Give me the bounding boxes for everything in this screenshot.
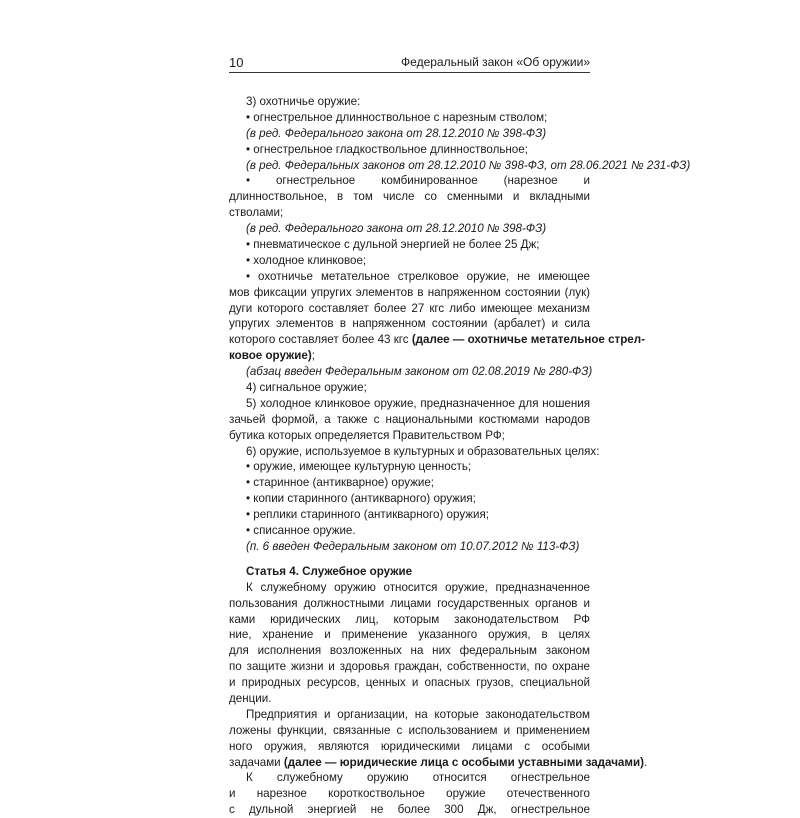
list-heading: 3) охотничье оружие: (246, 95, 361, 108)
page-header (229, 52, 590, 74)
paragraph-line (229, 348, 590, 364)
paragraph-line: и нарезное короткоствольное оружие отечественного (229, 787, 590, 801)
amendment-note: (в ред. Федерального закона от 28.12.2010 № 398-ФЗ) (246, 126, 547, 140)
list-item: • огнестрельное комбинированное (нарезное и (246, 174, 590, 188)
defined-term: (далее — юридические лица с особыми уставными задачами) (283, 755, 644, 769)
defined-term: ковое оружие) (229, 349, 312, 363)
list-heading: 6) оружие, используемое в культурных и образовательных целях: (246, 444, 600, 458)
paragraph-line: с дульной энергией не более 300 Дж, огнестрельное (229, 803, 590, 817)
section-gap (229, 555, 590, 564)
paragraph-line: К служебному оружию относится оружие, предназначенное (246, 580, 590, 594)
paragraph-line: стволами; (229, 206, 284, 220)
list-item: • старинное (антикварное) оружие; (246, 476, 435, 490)
amendment-note: (в ред. Федерального закона от 28.12.2010 № 398-ФЗ) (246, 222, 547, 236)
page-body (229, 94, 691, 818)
list-item: • охотничье метательное стрелковое оружие, не имеющее (246, 269, 590, 283)
article-heading: Статья 4. Служебное оружие (246, 564, 413, 578)
paragraph-line: бутика которых определяется Правительством РФ; (229, 428, 505, 442)
paragraph-line: по защите жизни и здоровья граждан, собственности, по охране (229, 660, 590, 674)
running-title: Федеральный закон «Об оружии» (401, 55, 590, 69)
amendment-note: (абзац введен Федеральным законом от 02.08.2019 № 280-ФЗ) (246, 365, 593, 379)
paragraph-line (229, 332, 645, 348)
paragraph-line: зачьей формой, а также с национальными костюмами народов (229, 412, 590, 426)
list-item: • копии старинного (антикварного) оружия; (246, 492, 476, 506)
paragraph-line: пользования должностными лицами государственных органов и (229, 596, 590, 610)
page-number: 10 (229, 55, 244, 70)
paragraph-line: ние, хранение и применение указанного оружия, в целях (229, 628, 590, 642)
paragraph-line (229, 755, 648, 771)
paragraph-text: которого составляет более 43 кгс (229, 333, 409, 347)
paragraph-line: для исполнения возложенных на них федеральным законом (229, 644, 590, 658)
list-item: • пневматическое с дульной энергией не более 25 Дж; (246, 238, 540, 252)
list-heading: 5) холодное клинковое оружие, предназначенное для ношения (246, 396, 590, 410)
paragraph-line: и природных ресурсов, ценных и опасных грузов, специальной (229, 676, 590, 690)
list-heading: 4) сигнальное оружие; (246, 381, 367, 395)
defined-term: (далее — охотничье метательное стрел- (411, 333, 645, 347)
amendment-note: (в ред. Федеральных законов от 28.12.2010 № 398-ФЗ, от 28.06.2021 № 231-ФЗ) (246, 158, 691, 172)
paragraph-line: ками юридических лиц, которым законодательством РФ (229, 612, 590, 626)
paragraph-line: упругих элементов в напряженном состоянии (арбалет) и сила (229, 317, 590, 331)
paragraph-line: ного оружия, являются юридическими лицами с особыми (229, 739, 590, 753)
paragraph-line: денции. (229, 691, 272, 705)
amendment-note: (п. 6 введен Федеральным законом от 10.07.2012 № 113-ФЗ) (246, 539, 580, 553)
punctuation: ; (311, 349, 315, 363)
punctuation: . (643, 755, 648, 769)
paragraph-line: ложены функции, связанные с использованием и применением (229, 723, 590, 737)
header-rule (229, 72, 590, 73)
paragraph-line: длинноствольное, в том числе со сменными и вкладными (229, 190, 590, 204)
paragraph-line: Предприятия и организации, на которые законодательством (246, 707, 590, 721)
list-item: • огнестрельное гладкоствольное длинноствольное; (246, 142, 528, 156)
paragraph-line: дуги которого составляет более 27 кгс либо имеющее механизм (229, 301, 590, 315)
paragraph-line: К служебному оружию относится огнестрельное (246, 771, 590, 785)
paragraph-text: задачами (229, 755, 281, 769)
list-item: • реплики старинного (антикварного) оружия; (246, 508, 489, 522)
list-item: • холодное клинковое; (246, 253, 367, 267)
list-item: • оружие, имеющее культурную ценность; (246, 460, 472, 474)
list-item: • огнестрельное длинноствольное с нарезным стволом; (246, 110, 548, 124)
list-item: • списанное оружие. (246, 524, 356, 538)
paragraph-line: мов фиксации упругих элементов в напряженном состоянии (лук) (229, 285, 590, 299)
